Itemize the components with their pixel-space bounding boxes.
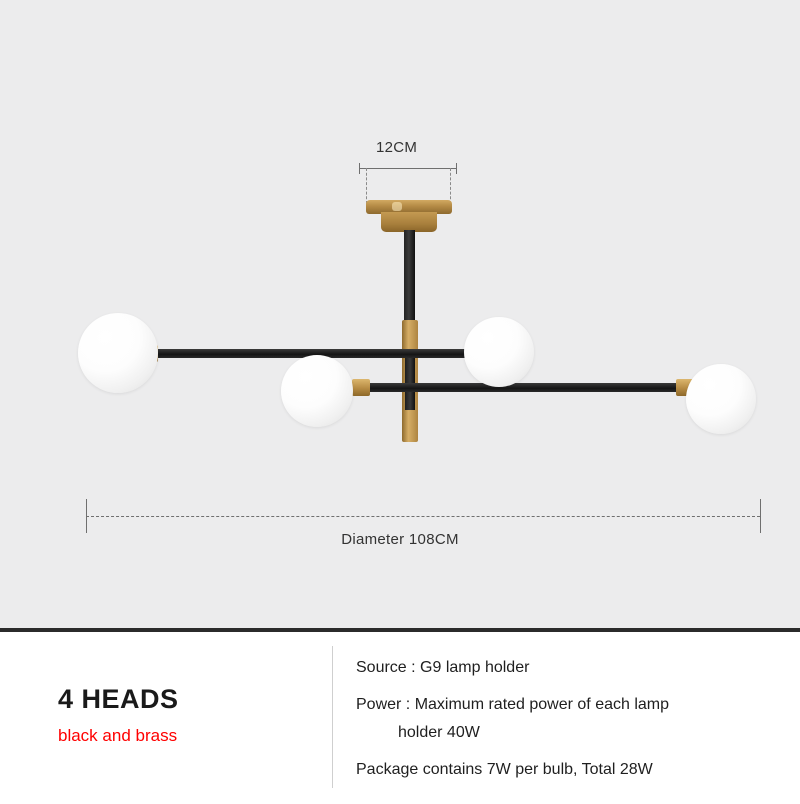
spec-divider — [332, 646, 333, 788]
spec-left-block — [0, 632, 330, 800]
diameter-dimension-line — [86, 516, 760, 517]
lamp-socket-2 — [352, 379, 370, 396]
lower-arm — [360, 383, 700, 392]
spec-power-text-continued: holder 40W — [398, 724, 480, 741]
top-dimension-line — [359, 168, 457, 169]
diameter-tick-right — [760, 499, 761, 533]
spec-power-text: Power : Maximum rated power of each lamp — [356, 696, 670, 713]
vertical-rod-lower — [405, 352, 415, 410]
heads-title: 4 HEADS — [58, 684, 179, 714]
spec-right-block — [356, 654, 786, 793]
glass-globe-1 — [78, 313, 158, 393]
spec-line-power — [356, 691, 786, 747]
specification-panel — [0, 628, 800, 804]
spec-line-source: Source : G9 lamp holder — [356, 659, 530, 676]
diameter-dimension-label: Diameter 108CM — [341, 531, 459, 548]
canopy-base — [381, 212, 437, 232]
top-dimension-tick-right — [456, 163, 457, 174]
top-dimension-tick-left — [359, 163, 360, 174]
top-dimension-label: 12CM — [376, 139, 418, 156]
guide-line-right — [450, 168, 451, 204]
diameter-tick-left — [86, 499, 87, 533]
guide-line-left — [366, 168, 367, 204]
glass-globe-4 — [686, 364, 756, 434]
glass-globe-2 — [281, 355, 353, 427]
vertical-rod — [404, 230, 415, 330]
spec-line-package: Package contains 7W per bulb, Total 28W — [356, 761, 653, 778]
canopy-highlight — [392, 202, 402, 211]
glass-globe-3 — [464, 317, 534, 387]
finish-label: black and brass — [58, 726, 178, 745]
